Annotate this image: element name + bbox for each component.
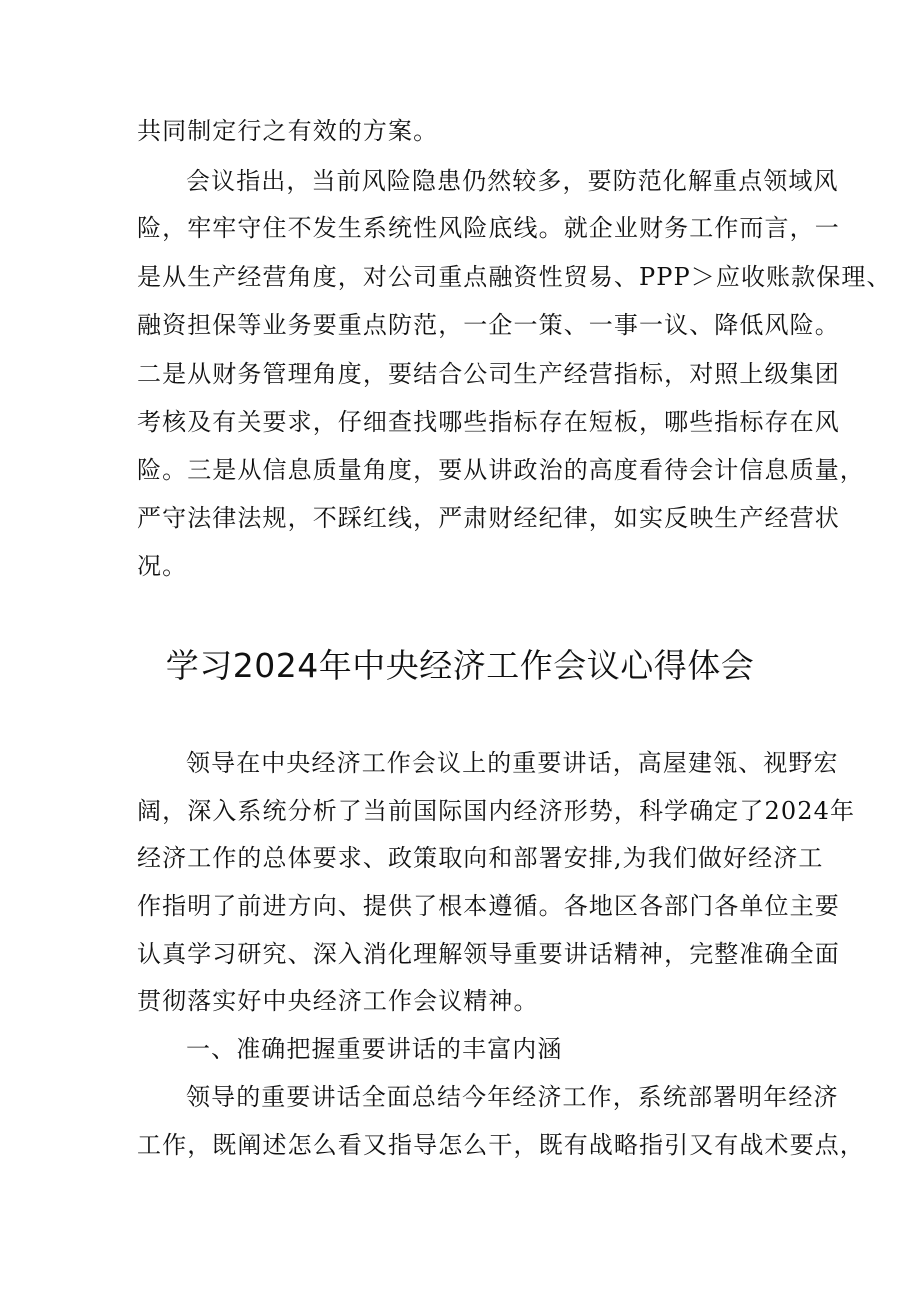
text-line: 融资担保等业务要重点防范，一企一策、一事一议、降低风险。 bbox=[137, 311, 840, 339]
text-line: 贯彻落实好中央经济工作会议精神。 bbox=[137, 987, 539, 1015]
text-line: 认真学习研究、深入消化理解领导重要讲话精神，完整准确全面 bbox=[137, 940, 840, 968]
text-line: 险，牢牢守住不发生系统性风险底线。就企业财务工作而言，一 bbox=[137, 214, 840, 242]
text-line: 险。三是从信息质量角度，要从讲政治的高度看待会计信息质量， bbox=[137, 456, 865, 484]
text-line: 领导的重要讲话全面总结今年经济工作，系统部署明年经济 bbox=[186, 1083, 839, 1111]
text-line: 严守法律法规，不踩红线，严肃财经纪律，如实反映生产经营状 bbox=[137, 504, 840, 532]
text-line: 工作，既阐述怎么看又指导怎么干，既有战略指引又有战术要点， bbox=[137, 1131, 865, 1159]
text-line: 共同制定行之有效的方案。 bbox=[137, 117, 439, 145]
text-line: 况。 bbox=[137, 552, 188, 580]
section-heading: 一、准确把握重要讲话的丰富内涵 bbox=[186, 1035, 563, 1063]
text-line: 作指明了前进方向、提供了根本遵循。各地区各部门各单位主要 bbox=[137, 892, 840, 920]
text-line: 会议指出，当前风险隐患仍然较多，要防范化解重点领域风 bbox=[186, 167, 839, 195]
text-line: 是从生产经营角度，对公司重点融资性贸易、PPP＞应收账款保理、 bbox=[137, 263, 892, 291]
text-line: 阔，深入系统分析了当前国际国内经济形势，科学确定了2024年 bbox=[137, 797, 856, 825]
text-line: 考核及有关要求，仔细查找哪些指标存在短板，哪些指标存在风 bbox=[137, 408, 840, 436]
text-line: 二是从财务管理角度，要结合公司生产经营指标，对照上级集团 bbox=[137, 360, 840, 388]
page-title: 学习2024年中央经济工作会议心得体会 bbox=[165, 646, 755, 685]
text-line: 领导在中央经济工作会议上的重要讲话，高屋建瓴、视野宏 bbox=[186, 749, 839, 777]
text-line: 经济工作的总体要求、政策取向和部署安排,为我们做好经济工 bbox=[137, 844, 824, 872]
